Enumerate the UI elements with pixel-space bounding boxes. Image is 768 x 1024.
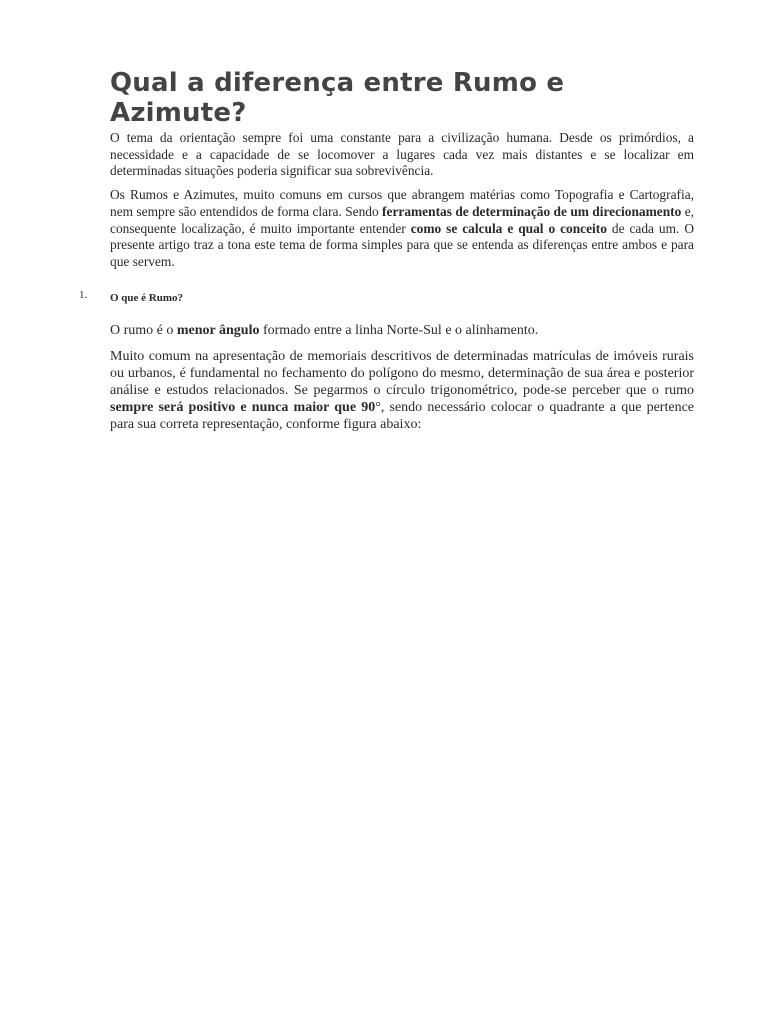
list-item — [79, 288, 694, 306]
paragraph-text: formado entre a linha Norte-Sul e o alinhamento. — [259, 322, 539, 338]
section-heading: O que é Rumo? — [110, 291, 184, 304]
intro-paragraph: O tema da orientação sempre foi uma constante para a civilização humana. Desde os primórdios, a necessidade e a capacidade de se locomover a lugares cada vez mais distantes e se localizar em determinadas situações poderia significar sua sobrevivência. — [110, 130, 694, 179]
bold-text: menor ângulo — [176, 322, 260, 338]
paragraph-text: Muito comum na apresentação de memoriais descritivos de determinadas matrículas de imóveis rurais ou urbanos, é fundamental no fechamento do polígono do mesmo, determinação de sua área e posterior análise e estudos relacionados. Se pegarmos o círculo trigonométrico, pode-se perceber que o rumo — [110, 348, 694, 398]
paragraph-text: Os Rumos e Azimutes, muito comuns em cursos que abrangem matérias como Topografia e Cartografia, nem sempre são entendidos de forma clara. Sendo — [110, 187, 694, 219]
list-number: 1. — [79, 288, 88, 301]
paragraph-text: O rumo é o — [110, 322, 177, 338]
memoriais-paragraph — [110, 348, 694, 433]
bold-text: sempre será positivo e nunca maior que 90 — [110, 399, 376, 415]
page-title: Qual a diferença entre Rumo e Azimute? — [110, 68, 565, 128]
paragraph-text: °, sendo necessário colocar o quadrante a que pertence para sua correta representação, conforme figura abaixo: — [110, 399, 695, 432]
bold-text: ferramentas de determinação de um direcionamento — [382, 203, 682, 219]
rumos-azimutes-paragraph — [110, 187, 694, 271]
paragraph-text: de cada um. O presente artigo traz a tona este tema de forma simples para que se entenda as diferenças entre ambos e para que servem. — [110, 220, 694, 269]
document-content — [79, 68, 695, 433]
bold-text: como se calcula e qual o conceito — [410, 220, 607, 236]
paragraph-text: e, consequente localização, é muito importante entender — [110, 203, 694, 236]
rumo-definition-paragraph — [110, 322, 694, 339]
